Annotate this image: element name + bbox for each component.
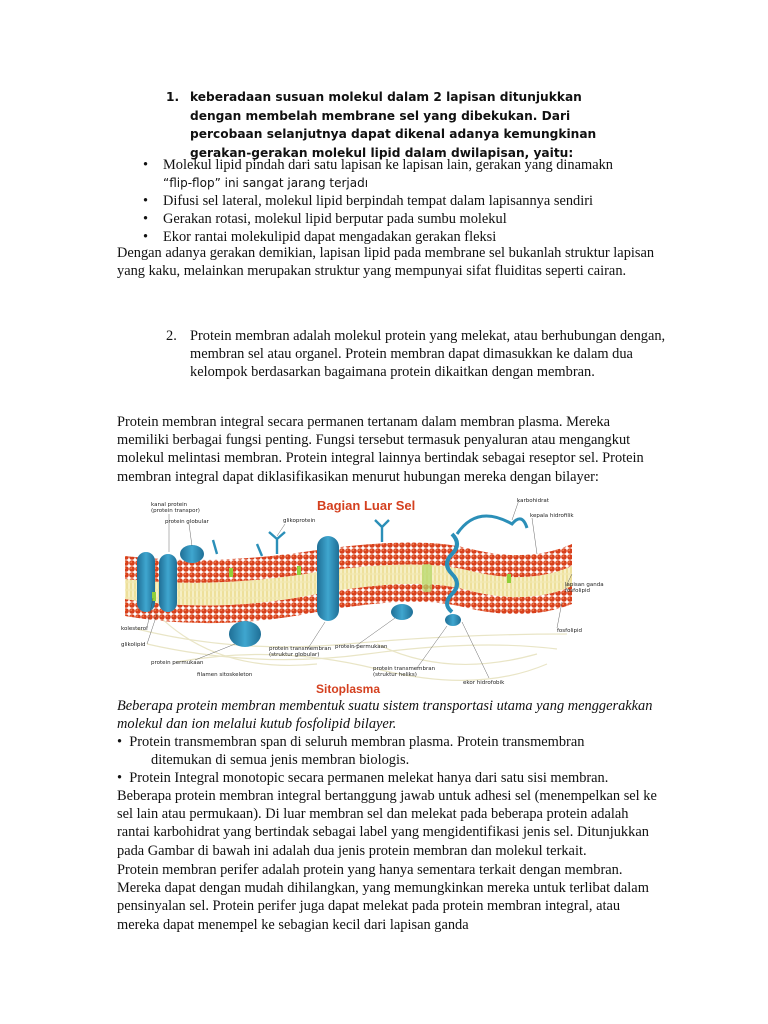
paragraph: Protein membran integral secara permanen tertanam dalam membran plasma. Mereka memiliki berbagai fungsi penting. Fungsi tersebut termasuk penyaluran atau mengangkut molekul melintasi membran. Protein integral lainnya bertindak sebagai reseptor sel. Protein membran integral dapat diklasifikasikan menurut hubungan mereka dengan bilayer: (117, 414, 644, 485)
numbered-item-1 (166, 88, 636, 162)
surface-protein-2 (391, 604, 413, 620)
numbered-item-2 (166, 327, 666, 382)
label-carbohydrate: karbohidrat (517, 498, 549, 504)
label-cholesterol: kolesterol (121, 626, 148, 632)
bullet-text: Difusi sel lateral, molekul lipid berpindah tempat dalam lapisannya sendiri (163, 193, 594, 209)
paragraph: Dengan adanya gerakan demikian, lapisan lipid pada membrane sel bukanlah struktur lapisan yang kaku, melainkan merupakan struktur yang mempunyai sifat fluiditas seperti cairan. (117, 245, 655, 280)
bullet-icon: • (143, 157, 149, 173)
label-cytoskeleton: filamen sitoskeleton (197, 672, 253, 678)
label-surface-protein-2: protein permukaan (335, 644, 388, 650)
bullet-text: Gerakan rotasi, molekul lipid berputar pada sumbu molekul (163, 211, 507, 227)
bullet-item (143, 156, 663, 192)
bullet-icon: • (143, 193, 149, 209)
paragraph: Beberapa protein membran integral bertanggung jawab untuk adhesi sel (menempelkan sel ke sel lain atau permukaan). Di luar membran sel dan melekat pada beberapa protein adalah rantai karbohidrat yang bertindak sebagai label yang mengidentifikasi jenis sel. Ditunjukkan pada Gambar di bawah ini adalah dua jenis protein membran dan molekul terkait. (117, 788, 657, 859)
bullet-text-cont: ditemukan di semua jenis membran biologis. (151, 752, 410, 769)
label-transmembrane-helix: protein transmembran (373, 666, 436, 672)
channel-protein (137, 552, 155, 612)
label-globular-protein: protein globular (165, 519, 209, 525)
bullet-icon: • (117, 770, 130, 786)
item-number: 1. (166, 90, 180, 104)
label-transmembrane-helix-note: (struktur heliks) (373, 672, 417, 678)
label-bilayer-2: fosfolipid (565, 588, 591, 594)
bullet-item (117, 769, 657, 787)
bullet-item (143, 210, 663, 228)
bullet-text: Protein Integral monotopic secara permanen melekat hanya dari satu sisi membran. (129, 770, 609, 786)
membrane-diagram (117, 494, 604, 696)
label-glycoprotein: glikoprotein (283, 518, 316, 524)
item-text: Protein membran adalah molekul protein yang melekat, atau berhubungan dengan, membran sel atau organel. Protein membran dapat dimasukkan ke dalam dua kelompok berdasarkan bagaimana protein dikaitkan dengan membran. (190, 328, 666, 381)
label-hydrophobic-tail: ekor hidrofobik (463, 680, 505, 686)
bullet-text: Protein transmembran span di seluruh membran plasma. Protein transmembran (129, 734, 585, 750)
bullet-text-cont: “flip-flop” ini sangat jarang terjadı (163, 176, 369, 190)
surface-protein (229, 621, 261, 647)
figure-title-cytoplasm: Sitoplasma (316, 682, 381, 696)
figure-caption: Beberapa protein membran membentuk suatu sistem transportasi utama yang menggerakkan molekul dan ion melalui kutub fosfolipid bilayer. (117, 698, 653, 733)
label-surface-protein: protein permukaan (151, 660, 204, 666)
carbohydrate-chain (457, 516, 527, 534)
label-transmembrane-globular: protein transmembran (269, 646, 332, 652)
bullet-icon: • (143, 211, 149, 227)
label-transmembrane-globular-note: (struktur globular) (269, 652, 320, 658)
transmembrane-protein-globular (317, 536, 339, 621)
bullet-icon: • (117, 734, 130, 750)
globular-protein (180, 545, 204, 563)
paragraph: Protein membran perifer adalah protein yang hanya sementara terkait dengan membran. Mereka dapat dengan mudah dihilangkan, yang memungkinkan mereka untuk terlibat dalam pensinyalan sel. Protein perifer juga dapat melekat pada protein membran integral, atau mereka dapat menempel ke sebagian kecil dari lapisan ganda (117, 862, 649, 933)
label-hydrophilic-head: kepala hidrofilik (530, 513, 574, 519)
bullet-item (117, 733, 657, 769)
label-glycolipid: glikolipid (121, 642, 146, 648)
bullet-item (143, 192, 663, 210)
bullet-icon: • (143, 229, 149, 245)
figure-title-outside: Bagian Luar Sel (317, 498, 416, 513)
label-channel-protein: kanal protein (151, 502, 188, 508)
label-bilayer: lapisan ganda (565, 582, 604, 588)
bullet-text: Ekor rantai molekulipid dapat mengadakan gerakan fleksi (163, 229, 497, 245)
membrane-figure (117, 494, 604, 696)
label-channel-protein-note: (protein transpor) (151, 508, 200, 514)
item-text: keberadaan susuan molekul dalam 2 lapisan ditunjukkan dengan membelah membrane sel yang dibekukan. Dari percobaan selanjutnya dapat dikenal adanya kemungkinan gerakan-gerakan molekul lipid dalam dwilapisan, yaitu: (190, 90, 597, 160)
item-number: 2. (166, 328, 177, 344)
bullet-text: Molekul lipid pindah dari satu lapisan ke lapisan lain, gerakan yang dinamakn (163, 157, 613, 173)
label-phospholipid: fosfolipid (557, 628, 583, 634)
